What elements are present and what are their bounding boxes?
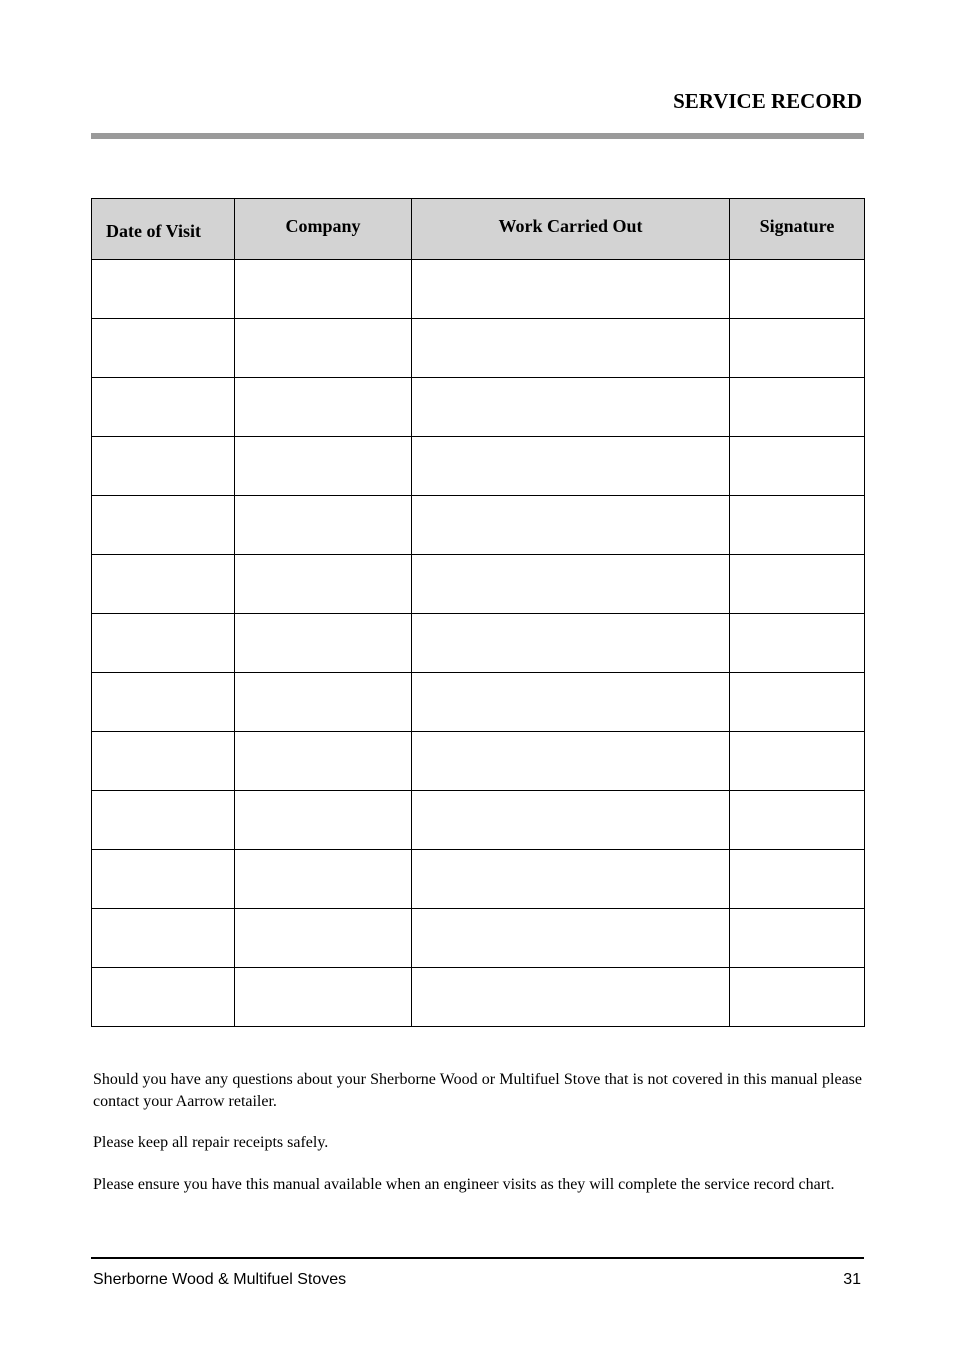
cell-signature [730, 791, 865, 850]
footer-product-name: Sherborne Wood & Multifuel Stoves [93, 1271, 347, 1288]
table-body [92, 260, 865, 1027]
cell-work-carried-out [412, 555, 730, 614]
cell-signature [730, 319, 865, 378]
cell-date-of-visit [92, 614, 235, 673]
cell-work-carried-out [412, 260, 730, 319]
cell-date-of-visit [92, 319, 235, 378]
column-header-date-of-visit: Date of Visit [92, 199, 235, 260]
cell-work-carried-out [412, 909, 730, 968]
service-record-table [91, 198, 865, 1027]
cell-date-of-visit [92, 791, 235, 850]
footer-page-number: 31 [843, 1271, 861, 1288]
notes-section [93, 1069, 862, 1215]
cell-company [235, 260, 412, 319]
cell-work-carried-out [412, 673, 730, 732]
cell-work-carried-out [412, 437, 730, 496]
cell-company [235, 437, 412, 496]
cell-work-carried-out [412, 496, 730, 555]
table-row [92, 437, 865, 496]
table-row [92, 496, 865, 555]
cell-date-of-visit [92, 850, 235, 909]
cell-signature [730, 673, 865, 732]
cell-work-carried-out [412, 378, 730, 437]
cell-date-of-visit [92, 732, 235, 791]
column-header-work-carried-out: Work Carried Out [412, 199, 730, 260]
cell-company [235, 378, 412, 437]
note-keep-receipts: Please keep all repair receipts safely. [93, 1134, 329, 1151]
cell-date-of-visit [92, 909, 235, 968]
cell-signature [730, 850, 865, 909]
cell-work-carried-out [412, 732, 730, 791]
table-header-row [92, 199, 865, 260]
column-header-signature: Signature [730, 199, 865, 260]
cell-company [235, 968, 412, 1027]
table-row [92, 850, 865, 909]
cell-signature [730, 260, 865, 319]
table-row [92, 673, 865, 732]
cell-date-of-visit [92, 378, 235, 437]
cell-date-of-visit [92, 673, 235, 732]
cell-company [235, 791, 412, 850]
cell-company [235, 555, 412, 614]
footer-divider [91, 1257, 864, 1259]
cell-company [235, 909, 412, 968]
cell-work-carried-out [412, 319, 730, 378]
page-title: SERVICE RECORD [673, 89, 862, 113]
table-row [92, 614, 865, 673]
cell-date-of-visit [92, 437, 235, 496]
cell-date-of-visit [92, 555, 235, 614]
table-row [92, 555, 865, 614]
cell-signature [730, 496, 865, 555]
cell-company [235, 673, 412, 732]
cell-signature [730, 732, 865, 791]
cell-company [235, 732, 412, 791]
table-row [92, 378, 865, 437]
cell-company [235, 319, 412, 378]
cell-date-of-visit [92, 968, 235, 1027]
cell-signature [730, 968, 865, 1027]
cell-signature [730, 614, 865, 673]
title-divider [91, 133, 864, 139]
cell-signature [730, 437, 865, 496]
cell-signature [730, 378, 865, 437]
note-contact-retailer: Should you have any questions about your Sherborne Wood or Multifuel Stove that is not covered in this manual please contact your Aarrow retailer. [93, 1071, 862, 1110]
cell-date-of-visit [92, 496, 235, 555]
table-row [92, 732, 865, 791]
table-row [92, 319, 865, 378]
column-header-company: Company [235, 199, 412, 260]
cell-company [235, 614, 412, 673]
table-row [92, 968, 865, 1027]
cell-company [235, 496, 412, 555]
cell-work-carried-out [412, 968, 730, 1027]
cell-company [235, 850, 412, 909]
table-row [92, 791, 865, 850]
note-manual-available: Please ensure you have this manual available when an engineer visits as they will complete the service record chart. [93, 1175, 835, 1193]
cell-signature [730, 555, 865, 614]
cell-work-carried-out [412, 850, 730, 909]
table-row [92, 260, 865, 319]
cell-work-carried-out [412, 791, 730, 850]
cell-work-carried-out [412, 614, 730, 673]
cell-signature [730, 909, 865, 968]
cell-date-of-visit [92, 260, 235, 319]
table-row [92, 909, 865, 968]
